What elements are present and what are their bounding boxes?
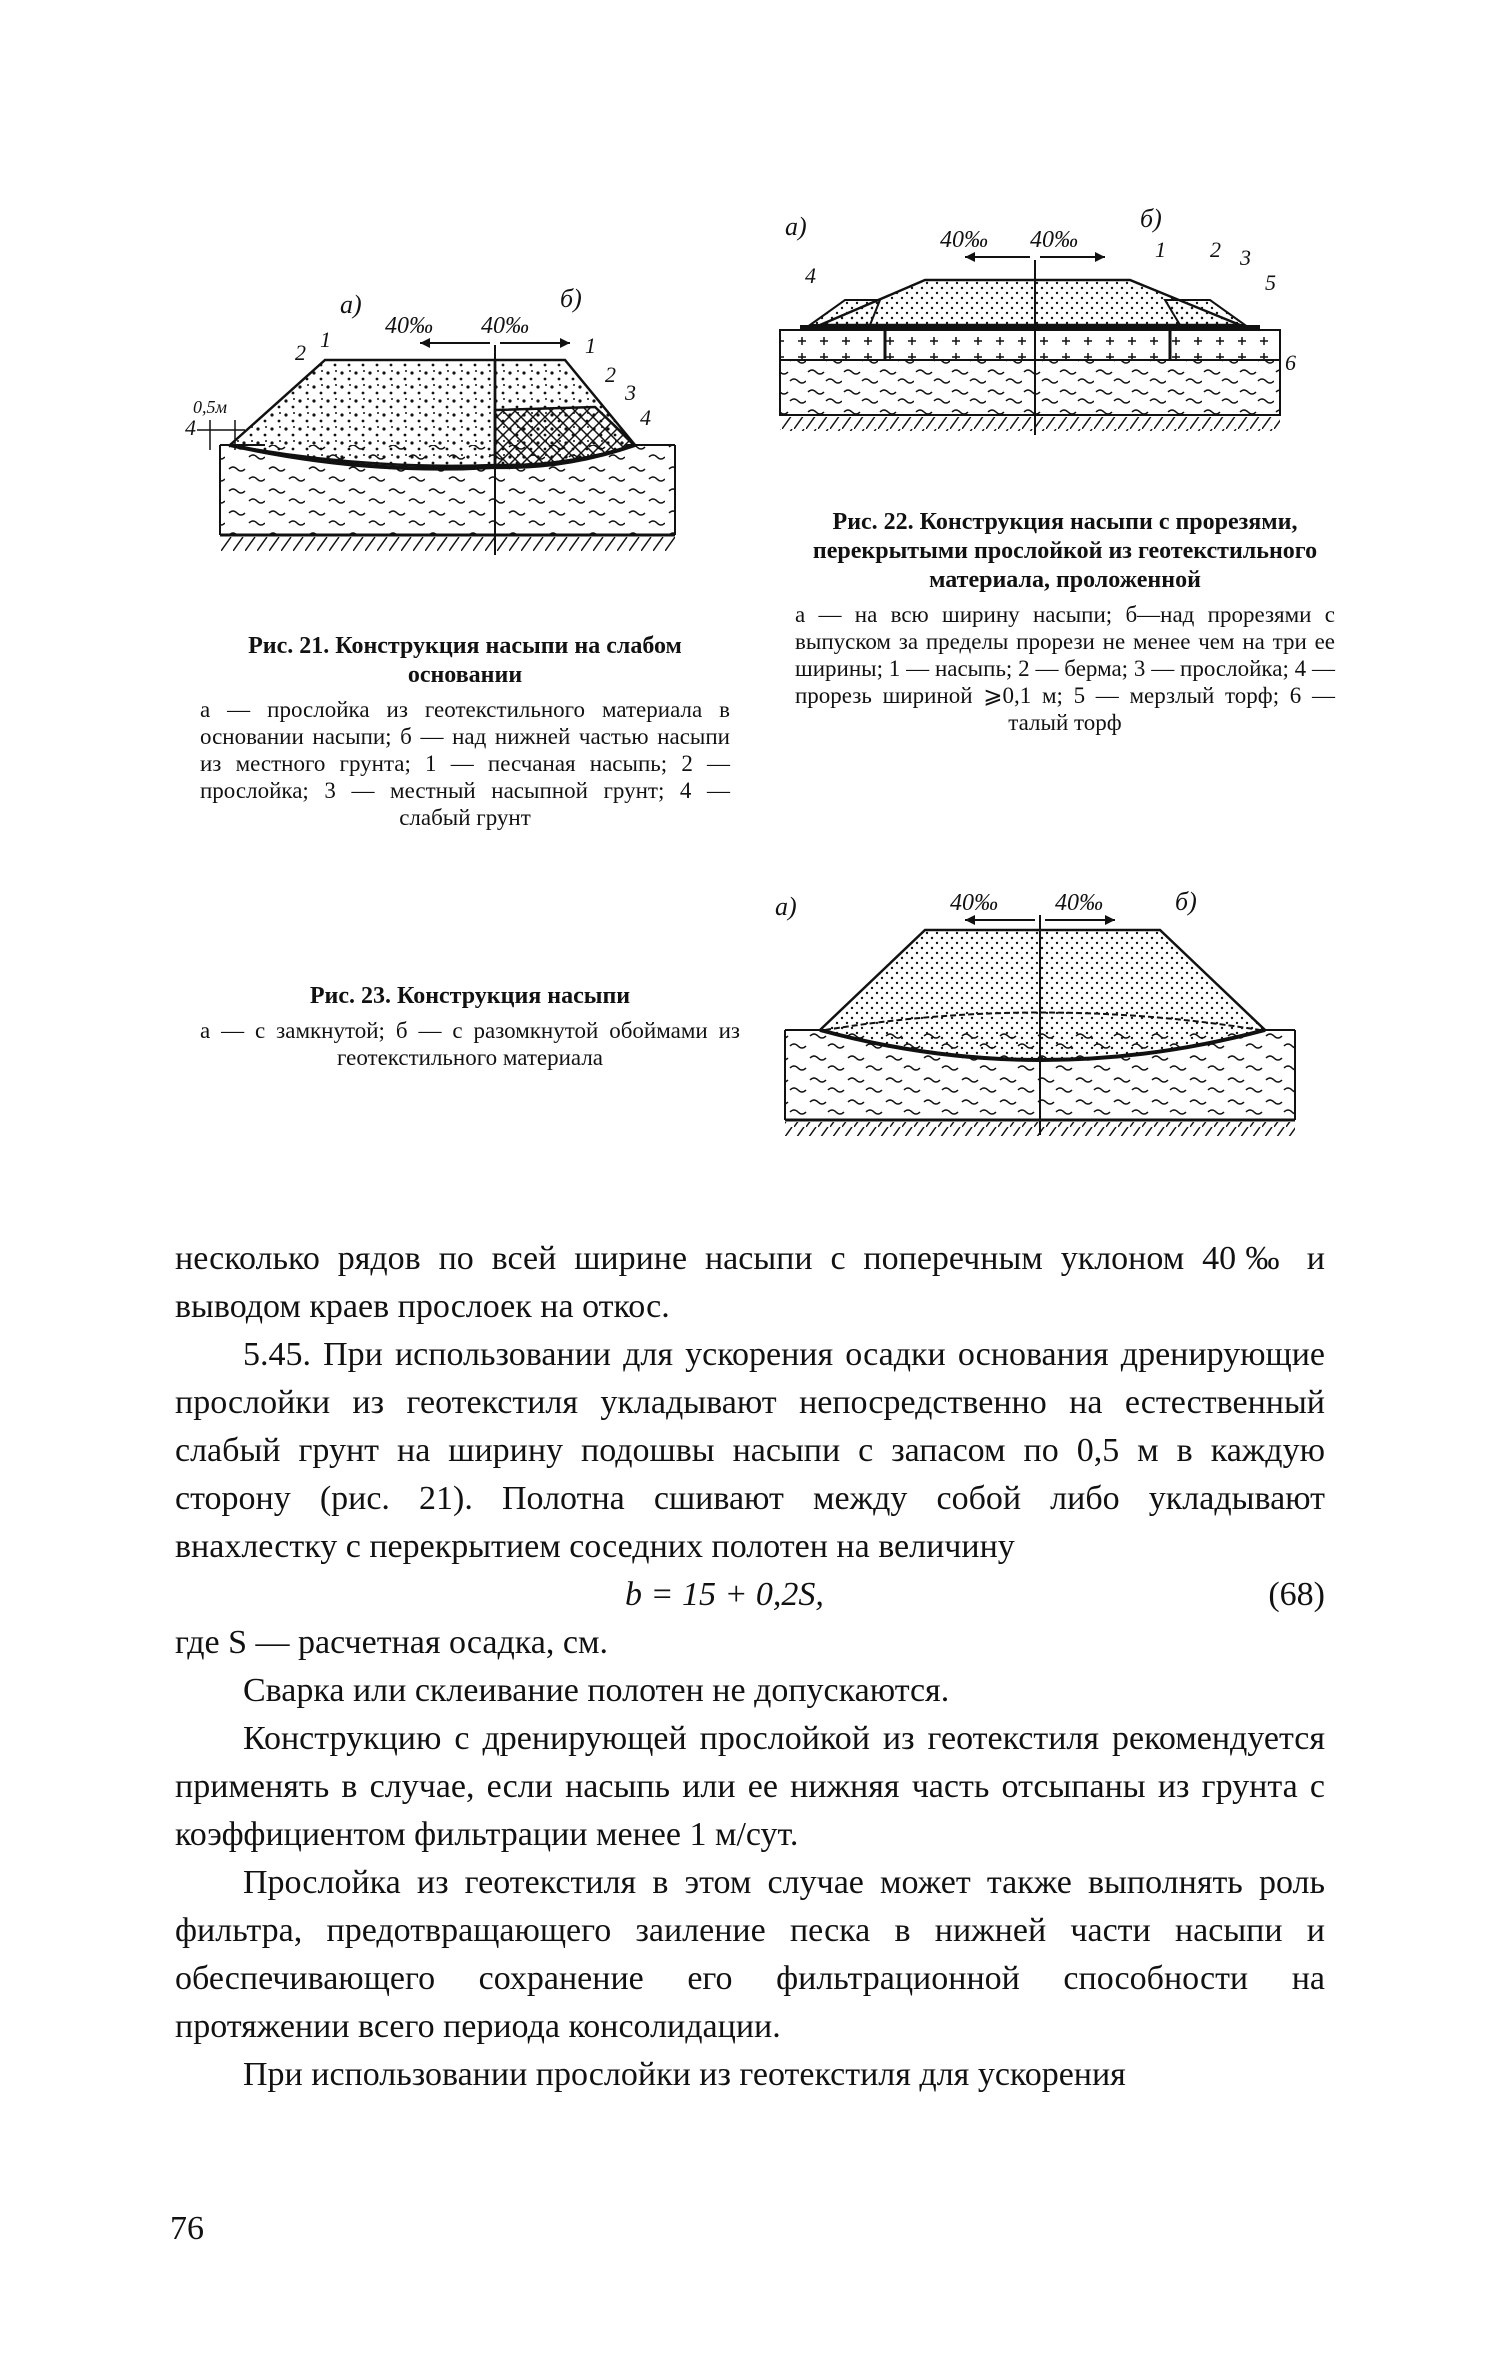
berm-left (810, 300, 880, 325)
label-1: 1 (320, 327, 331, 352)
label-2: 2 (295, 340, 306, 365)
paragraph-recommendation: Конструкцию с дренирующей прослойкой из геотекстиля рекомендуется применять в случае, если насыпь или ее нижняя часть отсыпаны из грунта с коэффициентом фильтрации менее 1 м/сут. (175, 1720, 1325, 1853)
formula-number: (68) (1268, 1576, 1325, 1613)
label-5: 5 (1265, 270, 1276, 295)
label-slope-right: 40‰ (1030, 227, 1078, 253)
frozen-peat (780, 330, 1280, 360)
body-text (175, 1235, 1325, 2099)
embankment (820, 930, 1265, 1060)
figure-22-title: Рис. 22. Конструкция насыпи с прорезями, перекрытыми прослойкой из геотекстильного материала, проложенной (812, 509, 1318, 593)
label-a: а) (785, 212, 807, 241)
label-b: б) (1175, 887, 1197, 916)
figure-21-caption (200, 632, 730, 831)
formula-row (175, 1571, 1325, 1619)
label-a: а) (340, 290, 362, 319)
label-slope-right: 40‰ (481, 313, 529, 339)
figure-21-legend: а — прослойка из геотекстильного материала в основании насыпи; б — над нижней частью насыпи из местного грунта; 1 — песчаная насыпь; 2 — прослойка; 3 — местный насыпной грунт; 4 — слабый грунт (200, 697, 730, 830)
berm-right (1165, 300, 1245, 325)
label-4b: 4 (640, 405, 651, 430)
thawed-peat (780, 360, 1280, 415)
paragraph-where: где S — расчетная осадка, см. (175, 1624, 608, 1661)
figure-22-caption (795, 508, 1335, 736)
label-2: 2 (1210, 237, 1221, 262)
label-b: б) (1140, 205, 1162, 233)
label-slope-left: 40‰ (940, 227, 988, 253)
label-1b: 1 (585, 333, 596, 358)
figure-21-drawing (185, 285, 695, 570)
label-slope-right: 40‰ (1055, 890, 1103, 916)
paragraph-last: При использовании прослойки из геотекстиля для ускорения (243, 2056, 1126, 2093)
paragraph-welding: Сварка или склеивание полотен не допускаются. (243, 1672, 950, 1709)
label-a: а) (775, 892, 797, 921)
figure-22-legend: а — на всю ширину насыпи; б—над прорезями с выпуском за пределы прорези не менее чем на три ее ширины; 1 — насыпь; 2 — берма; 3 — прослойка; 4 — прорезь шириной ⩾0,1 м; 5 — мерзлый торф; 6 — талый торф (795, 602, 1335, 735)
paragraph-continuation: несколько рядов по всей ширине насыпи с поперечным уклоном 40‰ и выводом краев прослоек на откос. (175, 1240, 1325, 1325)
label-4: 4 (805, 263, 816, 288)
figure-23-caption (200, 982, 740, 1071)
label-slope-left: 40‰ (385, 313, 433, 339)
label-1: 1 (1155, 237, 1166, 262)
label-3: 3 (1240, 245, 1251, 270)
label-offset: 0,5м (193, 397, 227, 417)
paragraph-5-45: 5.45. При использовании для ускорения осадки основания дренирующие прослойки из геотекстиля укладывают непосредственно на естественный слабый грунт на ширину подошвы насыпи с запасом по 0,5 м в каждую сторону (рис. 21). Полотна сшивают между собой либо укладывают внахлестку с перекрытием соседних полотен на величину (175, 1336, 1325, 1565)
label-2b: 2 (605, 362, 616, 387)
page-number: 76 (170, 2210, 204, 2247)
figure-23-drawing (770, 875, 1310, 1155)
figure-23-legend: а — с замкнутой; б — с разомкнутой обоймами из геотекстильного материала (200, 1018, 740, 1070)
sand-embankment-left (230, 360, 495, 466)
label-slope-left: 40‰ (950, 890, 998, 916)
figure-21-title: Рис. 21. Конструкция насыпи на слабом основании (248, 633, 682, 688)
figure-22-drawing (770, 205, 1310, 440)
label-6: 6 (1285, 350, 1296, 375)
label-3: 3 (625, 380, 636, 405)
formula-68: b = 15 + 0,2S, (625, 1576, 824, 1613)
paragraph-filter: Прослойка из геотекстиля в этом случае может также выполнять роль фильтра, предотвращающего заиление песка в нижней части насыпи и обеспечивающего сохранение его фильтрационной способности на протяжении всего периода консолидации. (175, 1864, 1325, 2045)
label-b: б) (560, 285, 582, 313)
figure-23-title: Рис. 23. Конструкция насыпи (309, 983, 631, 1009)
label-4: 4 (185, 415, 196, 440)
